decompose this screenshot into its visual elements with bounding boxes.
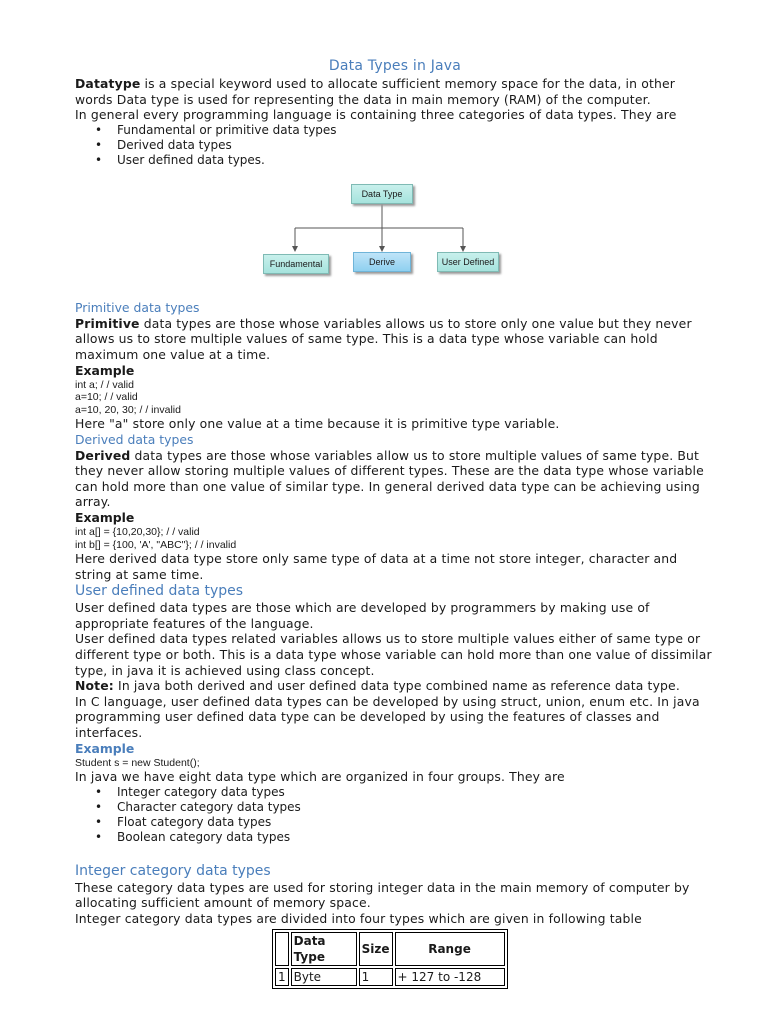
table-cell: 1	[359, 968, 393, 986]
derived-explanation: Here derived data type store only same type of data at a time not store integer, character and string at same time.	[75, 551, 678, 582]
groups-list	[75, 785, 715, 845]
note-paragraph: Note: In java both derived and user defined data type combined name as reference data type.	[75, 678, 680, 694]
list-item: • Integer category data types	[117, 785, 715, 800]
data-type-diagram	[75, 176, 715, 288]
table-header-cell: Size	[359, 932, 393, 966]
list-item: • Character category data types	[117, 800, 715, 815]
code-line: a=10; / / valid	[75, 391, 138, 404]
code-line: int b[] = {100, 'A', "ABC"}; / / invalid	[75, 538, 237, 551]
integer-types-table	[272, 929, 508, 989]
list-item: • Fundamental or primitive data types	[117, 123, 715, 138]
code-line: Student s = new Student();	[75, 756, 200, 769]
table-header-row	[275, 932, 505, 966]
list-item: • User defined data types.	[117, 153, 715, 168]
section-heading-primitive: Primitive data types	[75, 299, 200, 315]
category-list	[75, 123, 715, 168]
derived-paragraph: Derived data types are those whose variables allow us to store multiple values of same type. But they never allow storing multiple values of different types. These are the data type whose variable can hold more than one value of similar type. In general derived data type can be achieving using array.	[75, 447, 704, 510]
list-item: • Float category data types	[117, 815, 715, 830]
diagram-node-fundamental: Fundamental	[263, 254, 329, 274]
code-line: a=10, 20, 30; / / invalid	[75, 403, 181, 416]
user-defined-paragraph-1: User defined data types are those which are developed by programmers by making use of appropriate features of the language.	[75, 600, 650, 631]
user-defined-paragraph-2: User defined data types related variables allows us to store multiple values either of same type or different type or both. This is a data type whose variable can hold more than one value of dissimilar type, in java it is achieved using class concept.	[75, 631, 712, 678]
groups-intro: In java we have eight data type which are organized in four groups. They are	[75, 769, 565, 785]
integer-paragraph-1: These category data types are used for storing integer data in the main memory of computer by allocating sufficient amount of memory space.	[75, 879, 690, 911]
table-cell: Byte	[291, 968, 357, 986]
section-heading-integer: Integer category data types	[75, 862, 271, 879]
code-line: int a[] = {10,20,30}; / / valid	[75, 526, 200, 539]
primitive-paragraph: Primitive data types are those whose variables allows us to store only one value but they never allows us to store multiple values of same type. This is a data type whose variable can hold maximum one value at a time.	[75, 315, 692, 362]
section-heading-derived: Derived data types	[75, 431, 194, 447]
integer-paragraph-2: Integer category data types are divided into four types which are given in following table	[75, 910, 642, 926]
table-cell: 1	[275, 968, 289, 986]
diagram-node-derive: Derive	[353, 252, 411, 272]
primitive-explanation: Here "a" store only one value at a time because it is primitive type variable.	[75, 416, 560, 432]
intro-paragraph: Datatype is a special keyword used to allocate sufficient memory space for the data, in other words Data type is used for representing the data in main memory (RAM) of the computer.	[75, 76, 675, 107]
table-header-cell: Range	[395, 932, 505, 966]
code-line: int a; / / valid	[75, 378, 134, 391]
document-page	[75, 58, 715, 989]
diagram-node-root: Data Type	[351, 184, 413, 204]
list-item: • Derived data types	[117, 138, 715, 153]
table-row	[275, 968, 505, 986]
table-cell: + 127 to -128	[395, 968, 505, 986]
example-label: Example	[75, 362, 135, 378]
example-label: Example	[75, 510, 135, 526]
section-heading-user-defined: User defined data types	[75, 583, 244, 600]
table-header-cell	[275, 932, 289, 966]
list-item: • Boolean category data types	[117, 830, 715, 845]
user-defined-paragraph-3: In C language, user defined data types can be developed by using struct, union, enum etc. In java programming user defined data type can be developed by using the features of classes and interfaces.	[75, 693, 700, 740]
example-label: Example	[75, 740, 135, 756]
diagram-node-user-defined: User Defined	[437, 252, 499, 272]
table-header-cell: Data Type	[291, 932, 357, 966]
page-title: Data Types in Java	[328, 58, 462, 74]
intro-categories-text: In general every programming language is containing three categories of data types. They are	[75, 107, 677, 123]
